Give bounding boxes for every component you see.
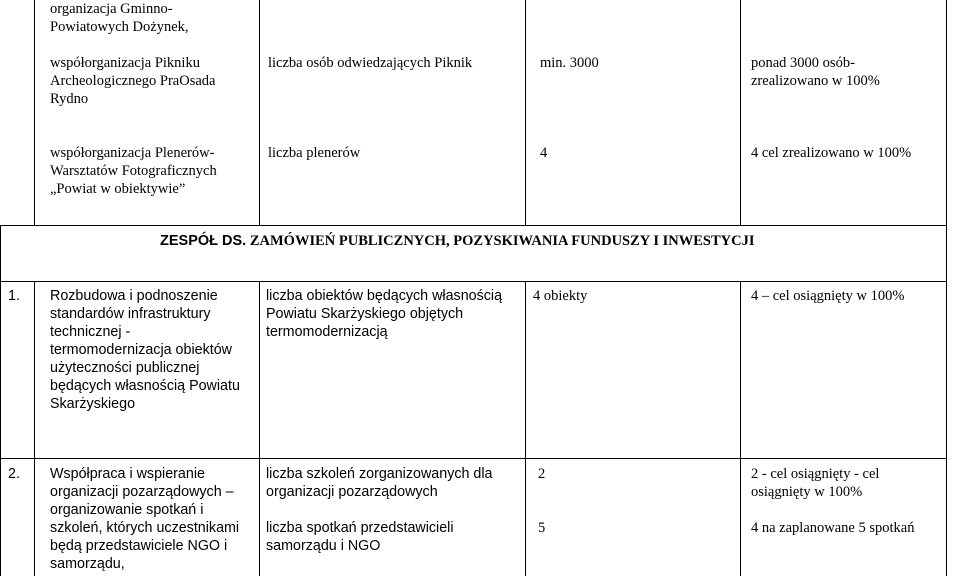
- task-cell: [50, 287, 255, 413]
- result-line: osiągnięty w 100%: [751, 484, 863, 500]
- row-number: 2.: [8, 466, 20, 482]
- task-line: Współpraca i wspieranie: [50, 466, 205, 482]
- target-text: 2: [538, 466, 546, 482]
- task-line: współorganizacja Plenerów-: [50, 145, 215, 161]
- table-border: [34, 281, 35, 576]
- table-border: [0, 458, 947, 459]
- task-cell: [50, 465, 255, 573]
- table-border: [740, 0, 741, 225]
- result-cell: [751, 465, 946, 537]
- indicator-line: samorządu i NGO: [266, 538, 381, 554]
- row-number: 1.: [8, 288, 20, 304]
- indicator-line: termomodernizacją: [266, 324, 388, 340]
- section-header: [160, 233, 754, 250]
- target-text: 4: [540, 145, 548, 161]
- task-cell: [50, 54, 255, 108]
- table-border: [946, 225, 947, 576]
- task-cell: [50, 144, 255, 198]
- task-cell: [50, 0, 255, 36]
- task-line: samorządu,: [50, 556, 125, 572]
- indicator-line: liczba szkoleń zorganizowanych dla: [266, 466, 493, 482]
- table-border: [259, 0, 260, 225]
- indicator-cell: [268, 144, 523, 162]
- table-border: [34, 0, 35, 225]
- table-border: [0, 281, 947, 282]
- indicator-line: organizacji pozarządowych: [266, 484, 438, 500]
- table-border: [525, 0, 526, 225]
- indicator-cell: [268, 54, 523, 72]
- task-line: termomodernizacja obiektów: [50, 342, 232, 358]
- task-line: współorganizacja Pikniku: [50, 55, 200, 71]
- task-line: będą przedstawiciele NGO i: [50, 538, 228, 554]
- table-border: [525, 281, 526, 576]
- task-line: będących własnością Powiatu: [50, 378, 240, 394]
- target-cell: [538, 465, 733, 537]
- section-header-prefix: ZESPÓŁ DS.: [160, 233, 247, 249]
- task-line: „Powiat w obiektywie”: [50, 181, 186, 197]
- indicator-cell: [266, 287, 523, 341]
- result-line: 2 - cel osiągnięty - cel: [751, 466, 880, 482]
- indicator-line: Powiatu Skarżyskiego objętych: [266, 306, 464, 322]
- indicator-line: liczba obiektów będących własnością: [266, 288, 503, 304]
- table-border: [946, 0, 947, 225]
- section-header-text: ZAMÓWIEŃ PUBLICZNYCH, POZYSKIWANIA FUNDUSZY I INWESTYCJI: [246, 233, 755, 249]
- indicator-line: liczba spotkań przedstawicieli: [266, 520, 454, 536]
- table-border: [740, 281, 741, 576]
- target-text: min. 3000: [540, 55, 599, 71]
- task-line: Rydno: [50, 91, 89, 107]
- result-cell: [751, 287, 946, 305]
- task-line: Warsztatów Fotograficznych: [50, 163, 217, 179]
- task-line: organizacji pozarządowych –: [50, 484, 234, 500]
- task-line: szkoleń, których uczestnikami: [50, 520, 240, 536]
- result-line: zrealizowano w 100%: [751, 73, 880, 89]
- result-cell: [751, 54, 946, 90]
- table-border: [259, 281, 260, 576]
- task-line: technicznej -: [50, 324, 131, 340]
- task-line: organizowanie spotkań i: [50, 502, 204, 518]
- task-line: Skarżyskiego: [50, 396, 136, 412]
- table-border: [0, 225, 1, 576]
- result-text: 4 cel zrealizowano w 100%: [751, 145, 912, 161]
- task-line: standardów infrastruktury: [50, 306, 211, 322]
- indicator-cell: [266, 465, 523, 555]
- task-line: organizacja Gminno-: [50, 1, 173, 17]
- target-cell: [540, 54, 735, 72]
- task-line: Archeologicznego PraOsada: [50, 73, 216, 89]
- task-line: Rozbudowa i podnoszenie: [50, 288, 218, 304]
- target-cell: [533, 287, 733, 305]
- task-line: Powiatowych Dożynek,: [50, 19, 189, 35]
- indicator-text: liczba osób odwiedzających Piknik: [268, 55, 473, 71]
- target-text: 4 obiekty: [533, 288, 588, 304]
- result-cell: [751, 144, 946, 162]
- target-text: 5: [538, 520, 546, 536]
- table-border: [0, 225, 947, 226]
- target-cell: [540, 144, 735, 162]
- indicator-text: liczba plenerów: [268, 145, 361, 161]
- result-line: 4 na zaplanowane 5 spotkań: [751, 520, 915, 536]
- task-line: użyteczności publicznej: [50, 360, 200, 376]
- result-line: ponad 3000 osób-: [751, 55, 855, 71]
- result-text: 4 – cel osiągnięty w 100%: [751, 288, 905, 304]
